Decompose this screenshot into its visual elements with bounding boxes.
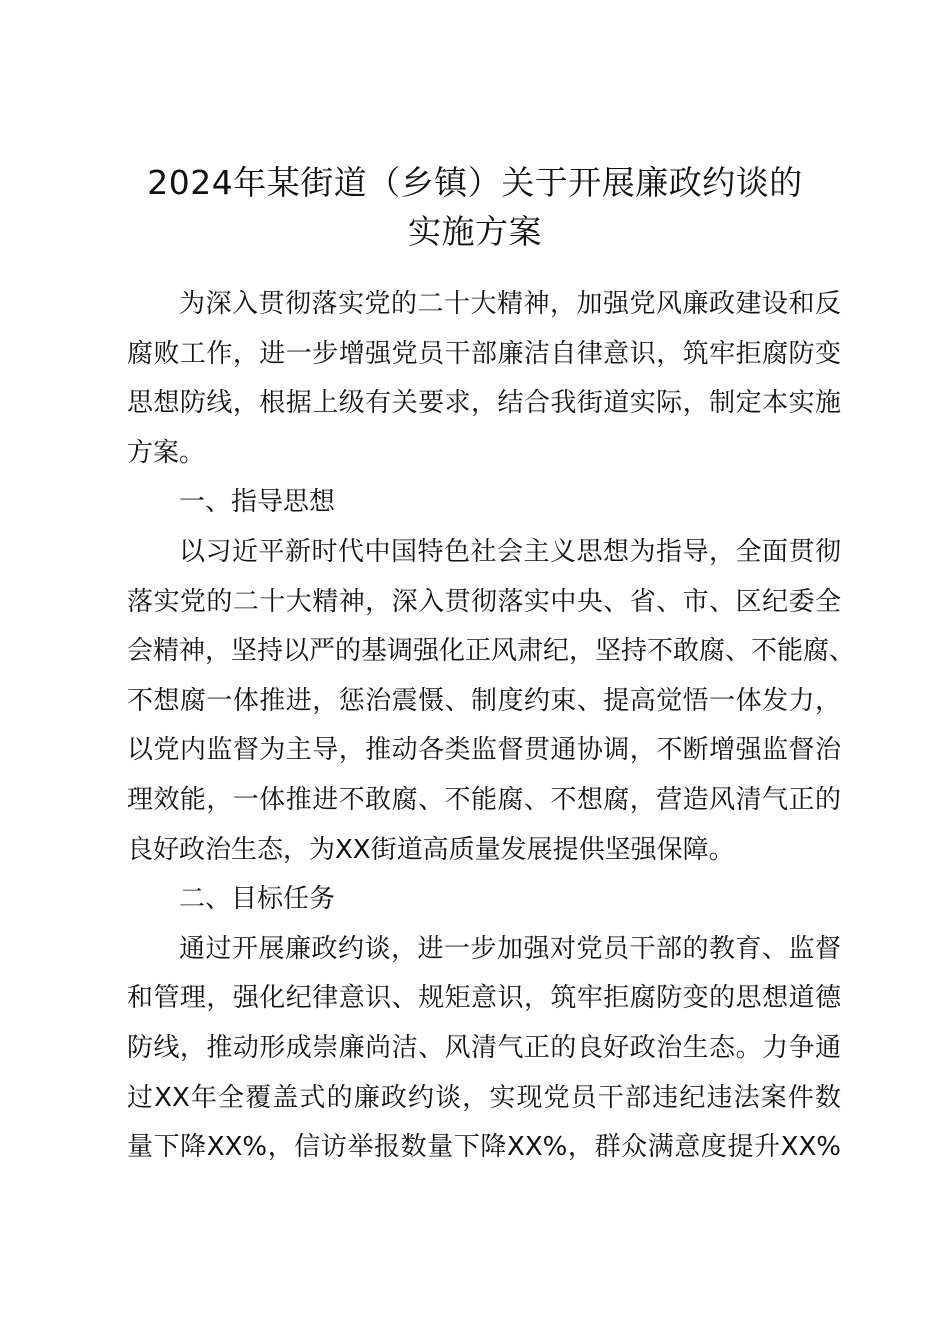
- paragraph-line: 思想防线，根据上级有关要求，结合我街道实际，制定本实施: [127, 388, 841, 419]
- section-heading-guiding-ideology: 一、指导思想: [179, 487, 336, 518]
- paragraph-line: 不想腐一体推进，惩治震慑、制度约束、提高觉悟一体发力，: [127, 685, 841, 716]
- intro-paragraph: [127, 280, 841, 478]
- document-title-line-2: 实施方案: [408, 212, 542, 251]
- paragraph-line: 方案。: [127, 437, 206, 468]
- paragraph-line: 以党内监督为主导，推动各类监督贯通协调，不断增强监督治: [127, 735, 841, 766]
- paragraph-line: 防线，推动形成崇廉尚洁、风清气正的良好政治生态。力争通: [127, 1032, 841, 1063]
- paragraph-line: 和管理，强化纪律意识、规矩意识，筑牢拒腐防变的思想道德: [127, 983, 841, 1014]
- paragraph-line: 腐败工作，进一步增强党员干部廉洁自律意识，筑牢拒腐防变: [127, 338, 841, 369]
- paragraph-line: 过XX年全覆盖式的廉政约谈，实现党员干部违纪违法案件数: [127, 1082, 841, 1113]
- paragraph-line: 会精神，坚持以严的基调强化正风肃纪，坚持不敢腐、不能腐、: [127, 636, 856, 667]
- section-heading-objectives: 二、目标任务: [179, 884, 336, 915]
- paragraph-line: 良好政治生态，为XX街道高质量发展提供坚强保障。: [127, 834, 735, 865]
- document-body: [127, 280, 856, 1173]
- paragraph-line: 量下降XX%，信访举报数量下降XX%，群众满意度提升XX%: [127, 1132, 841, 1163]
- paragraph-line: 为深入贯彻落实党的二十大精神，加强党风廉政建设和反: [179, 289, 841, 319]
- paragraph-line: 通过开展廉政约谈，进一步加强对党员干部的教育、监督: [179, 933, 841, 964]
- paragraph-line: 理效能，一体推进不敢腐、不能腐、不想腐，营造风清气正的: [127, 784, 841, 815]
- paragraph-line: 以习近平新时代中国特色社会主义思想为指导，全面贯彻: [179, 536, 841, 567]
- guiding-ideology-paragraph: [127, 528, 856, 875]
- paragraph-line: 落实党的二十大精神，深入贯彻落实中央、省、市、区纪委全: [127, 586, 841, 617]
- objectives-paragraph: [127, 925, 841, 1173]
- document-title-line-1: 2024年某街道（乡镇）关于开展廉政约谈的: [147, 163, 803, 202]
